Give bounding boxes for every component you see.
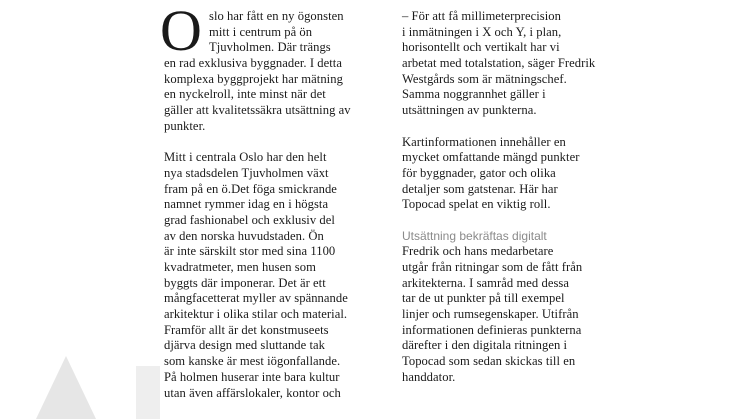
text-line: en rad exklusiva byggnader. I detta: [164, 56, 343, 71]
watermark-triangle: [36, 356, 96, 419]
paragraph-intro: [160, 0, 374, 135]
paragraph-fredrik: [402, 244, 647, 385]
text-line: gäller att kvalitetssäkra utsättning av: [164, 103, 351, 118]
text-line: Westgårds som är mätningschef.: [402, 71, 567, 86]
text-line: är inte särskilt stor med sina 1100: [164, 244, 336, 259]
right-column: [402, 9, 647, 386]
paragraph-quote: [402, 9, 647, 119]
section-subheading: Utsättning bekräftas digitalt: [402, 228, 547, 243]
watermark-bar: [136, 366, 160, 419]
text-line: Kartinformationen innehåller en: [402, 134, 566, 149]
text-line: arkitekterna. I samråd med dessa: [402, 275, 569, 290]
paragraph-gap: [402, 213, 647, 229]
text-line: handdator.: [402, 369, 456, 384]
text-line: mångfacetterat myller av spännande: [164, 291, 348, 306]
left-column: [160, 0, 374, 401]
text-line: arkitektur i olika stilar och material.: [164, 307, 348, 322]
text-line: horisontellt och vertikalt har vi: [402, 40, 560, 55]
text-line: i inmätningen i X och Y, i plan,: [402, 24, 562, 39]
text-line: Tjuvholmen. Där trängs: [209, 40, 331, 55]
text-line: linjer och rumsegenskaper. Utifrån: [402, 307, 579, 322]
paragraph-gap: [164, 135, 374, 151]
text-line: djärva design med sluttande tak: [164, 338, 326, 353]
text-line: punkter.: [164, 118, 206, 133]
paragraph-gap: [402, 119, 647, 135]
text-line: av den norska huvudstaden. Ön: [164, 228, 324, 243]
text-line: utan även affärslokaler, kontor och: [164, 385, 341, 400]
text-line: mitt i centrum på ön: [209, 24, 313, 39]
text-line: för byggnader, gator och olika: [402, 165, 556, 180]
text-line: detaljer som gatstenar. Här har: [402, 181, 558, 196]
text-line: Samma noggrannhet gäller i: [402, 87, 546, 102]
paragraph-map-info: [402, 135, 647, 213]
text-line: informationen definieras punkterna: [402, 322, 582, 337]
text-line: kvadratmeter, men husen som: [164, 260, 316, 274]
text-line: nya stadsdelen Tjuvholmen växt: [164, 165, 329, 180]
text-line: Topocad spelat en viktig roll.: [402, 197, 551, 212]
text-line: komplexa byggprojekt har mätning: [164, 71, 343, 86]
text-line: en nyckelroll, inte minst när det: [164, 87, 326, 102]
text-line: På holmen huserar inte bara kultur: [164, 369, 340, 384]
text-line: grad fashionabel och exklusiv del: [164, 212, 335, 227]
text-line: som kanske är mest iögonfallande.: [164, 354, 341, 369]
text-line: Mitt i centrala Oslo har den helt: [164, 150, 327, 165]
text-line: slo har fått en ny ögonsten: [209, 9, 344, 23]
text-line: Topocad som sedan skickas till en: [402, 354, 576, 369]
text-line: – För att få millimeterprecision: [402, 9, 561, 23]
paragraph-tjuvholmen: [164, 150, 374, 401]
text-line: utsättningen av punkterna.: [402, 103, 537, 118]
text-line: arbetat med totalstation, säger Fredrik: [402, 56, 596, 71]
text-line: tar de ut punkter på till exempel: [402, 291, 565, 306]
text-line: byggts där imponerar. Det är ett: [164, 275, 326, 290]
text-line: Framför allt är det konstmuseets: [164, 322, 329, 337]
text-line: utgår från ritningar som de fått från: [402, 260, 583, 274]
text-line: Fredrik och hans medarbetare: [402, 244, 554, 259]
drop-cap: O: [160, 0, 202, 63]
text-line: fram på en ö.Det föga smickrande: [164, 181, 337, 196]
text-line: därefter i den digitala ritningen i: [402, 338, 568, 353]
text-line: namnet rymmer idag en i högsta: [164, 197, 329, 212]
text-line: mycket omfattande mängd punkter: [402, 150, 580, 165]
